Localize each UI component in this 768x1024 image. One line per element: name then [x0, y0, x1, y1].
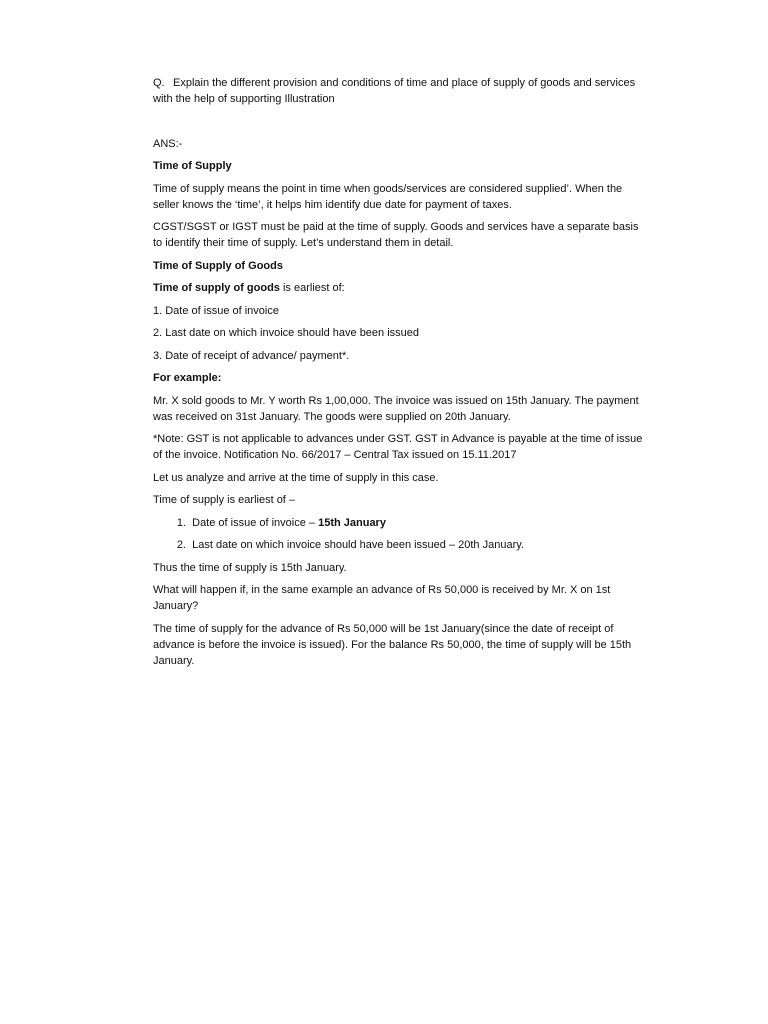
payment-paragraph: CGST/SGST or IGST must be paid at the time of supply. Goods and services have a separate basis to identify their time of supply. Let’s understand them in detail.: [153, 221, 639, 249]
rule-item: 2. Last date on which invoice should have been issued: [153, 327, 420, 339]
document-body: [153, 75, 648, 675]
step-number: 2.: [176, 539, 186, 551]
earliest-of-paragraph: Time of supply is earliest of –: [153, 494, 296, 506]
analyze-paragraph: Let us analyze and arrive at the time of supply in this case.: [153, 471, 439, 484]
rule-item: 1. Date of issue of invoice: [153, 304, 279, 317]
step-text: [186, 515, 386, 531]
conclusion-paragraph: Thus the time of supply is 15th January.: [153, 561, 347, 574]
question: [153, 75, 648, 107]
question-text: Explain the different provision and conditions of time and place of supply of goods and services with the help of supporting Illustration: [153, 77, 636, 105]
question-label: Q.: [153, 77, 165, 89]
goods-heading: Time of Supply of Goods: [153, 259, 283, 272]
goods-intro-bold: Time of supply of goods: [153, 282, 280, 294]
example-paragraph: Mr. X sold goods to Mr. Y worth Rs 1,00,000. The invoice was issued on 15th January. The payment was received on 31st January. The goods were supplied on 20th January.: [153, 394, 639, 423]
advance-answer-paragraph: The time of supply for the advance of Rs 50,000 will be 1st January(since the date of receipt of advance is before the invoice is issued). For the balance Rs 50,000, the time of supply will be 15th January.: [153, 622, 632, 667]
time-of-supply-heading: Time of Supply: [153, 160, 232, 172]
example-heading: For example:: [153, 372, 222, 384]
definition-paragraph: Time of supply means the point in time when goods/services are considered supplied’. When the seller knows the ‘time’, it helps him identify due date for payment of taxes.: [153, 182, 623, 211]
goods-intro-rest: is earliest of:: [279, 282, 345, 294]
answer-label: ANS:-: [153, 138, 183, 150]
rule-item: 3. Date of receipt of advance/ payment*.: [153, 349, 350, 362]
step-number: 1.: [176, 516, 186, 529]
steps-list: [153, 515, 648, 554]
step-text-bold: 15th January: [318, 516, 386, 529]
step-text-plain: Last date on which invoice should have been issued – 20th January.: [192, 539, 524, 551]
what-if-paragraph: What will happen if, in the same example an advance of Rs 50,000 is received by Mr. X on 1st January?: [153, 584, 611, 612]
list-item: [153, 537, 648, 553]
step-text-plain: Date of issue of invoice –: [192, 516, 319, 529]
goods-intro: [153, 280, 648, 296]
step-text: [186, 537, 524, 553]
note-paragraph: *Note: GST is not applicable to advances under GST. GST in Advance is payable at the time of issue of the invoice. Notification No. 66/2017 – Central Tax issued on 15.11.2017: [153, 433, 643, 461]
list-item: [153, 515, 648, 531]
